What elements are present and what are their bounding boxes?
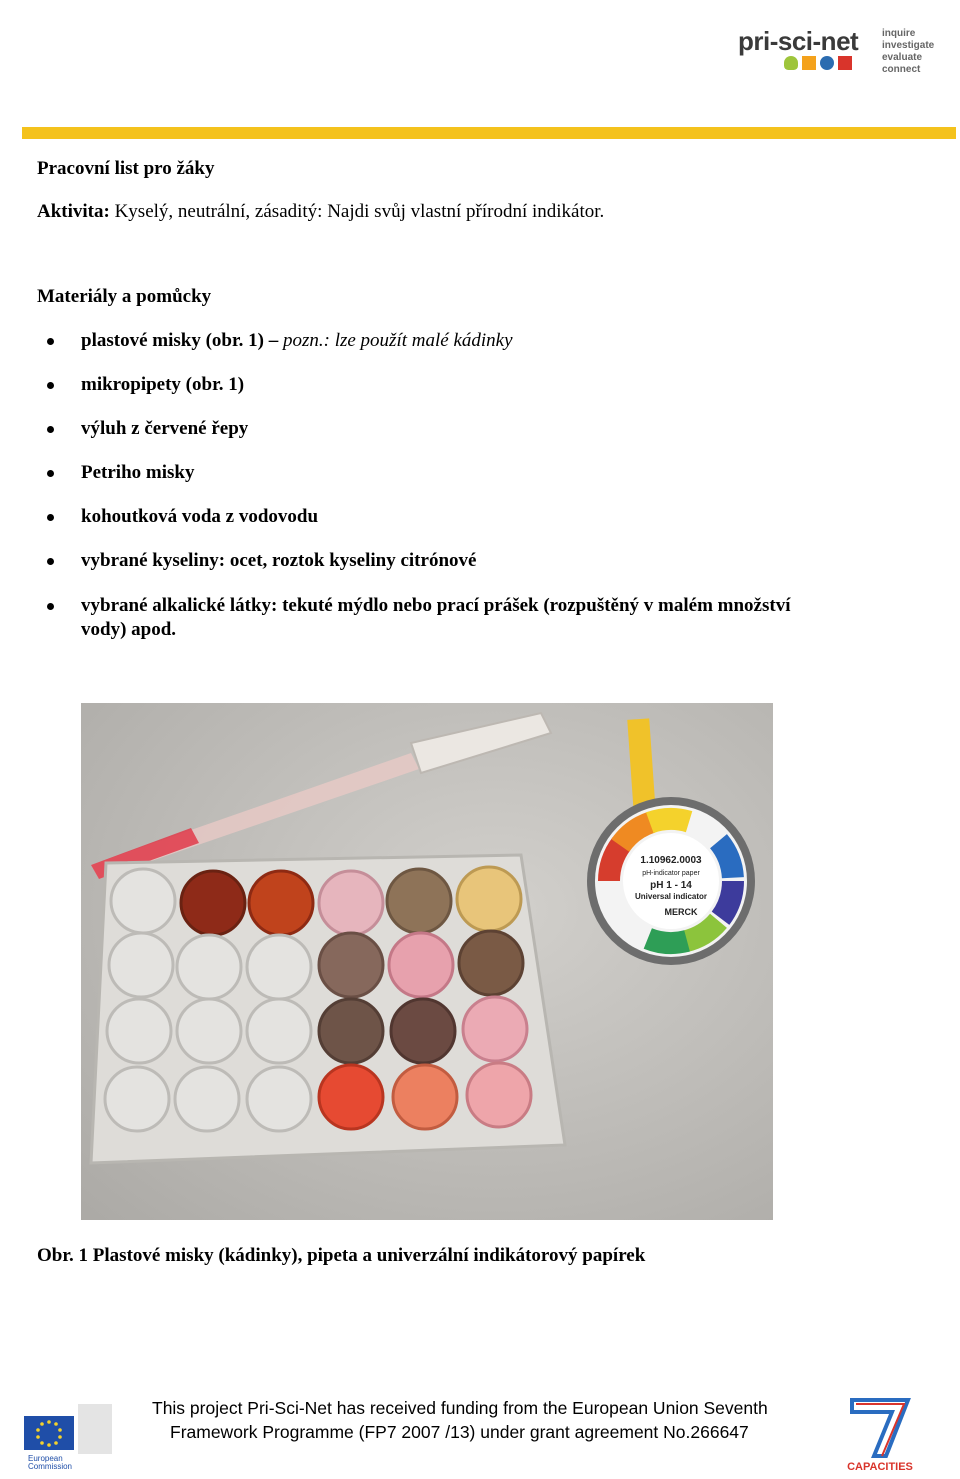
indicator-name: Universal indicator — [634, 892, 708, 901]
list-item: vybrané kyseliny: ocet, roztok kyseliny citrónové — [81, 550, 477, 571]
logo-taglines: inquire investigate evaluate connect — [882, 28, 935, 75]
lab-photo — [81, 703, 773, 1220]
list-item-continuation: vody) apod. — [81, 619, 177, 640]
fp7-icon — [834, 1394, 926, 1474]
lightbulb-icon — [784, 56, 798, 70]
indicator-range: pH 1 - 14 — [650, 880, 692, 891]
bullet-dot — [47, 603, 54, 610]
svg-text:European: European — [28, 1454, 63, 1463]
flask-icon — [820, 56, 834, 70]
indicator-code: 1.10962.0003 — [640, 855, 702, 866]
page-title: Pracovní list pro žáky — [37, 158, 215, 179]
activity-label: Aktivita: — [37, 201, 110, 222]
bullet-dot — [47, 470, 54, 477]
puzzle-icon — [838, 56, 852, 70]
logo-wordmark: pri-sci-net — [738, 26, 859, 56]
bullet-dot — [47, 514, 54, 521]
indicator-brand: MERCK — [664, 907, 698, 917]
list-item: mikropipety (obr. 1) — [81, 374, 245, 395]
eu-flag-icon — [2, 1398, 114, 1472]
svg-text:CAPACITIES: CAPACITIES — [847, 1461, 913, 1473]
svg-text:Commission: Commission — [28, 1462, 73, 1471]
list-item: kohoutková voda z vodovodu — [81, 506, 319, 527]
eu-commission-logo — [2, 1398, 114, 1472]
bullet-dot — [47, 426, 54, 433]
figure-caption: Obr. 1 Plastové misky (kádinky), pipeta a univerzální indikátorový papírek — [37, 1245, 646, 1266]
activity-line — [37, 201, 604, 223]
bullet-dot — [47, 382, 54, 389]
book-icon — [802, 56, 816, 70]
list-item-note: pozn.: lze použít malé kádinky — [282, 330, 513, 351]
list-item: plastové misky (obr. 1) – pozn.: lze použít malé kádinky — [81, 330, 513, 351]
header-divider — [22, 127, 956, 139]
list-item: vybrané alkalické látky: tekuté mýdlo nebo prací prášek (rozpuštěný v malém množství — [81, 595, 791, 616]
pri-sci-net-logo — [738, 22, 948, 82]
indicator-type: pH-indicator paper — [642, 870, 700, 877]
lab-photo-illustration — [81, 703, 773, 1220]
bullet-dot — [47, 558, 54, 565]
list-item: výluh z červené řepy — [81, 418, 249, 439]
fp7-capacities-logo — [834, 1394, 926, 1474]
funding-notice-line-1: This project Pri-Sci-Net has received funding from the European Union Seventh — [152, 1398, 768, 1418]
funding-notice-line-2: Framework Programme (FP7 2007 /13) under grant agreement No.266647 — [170, 1422, 749, 1442]
list-item: Petriho misky — [81, 462, 195, 483]
materials-heading: Materiály a pomůcky — [37, 286, 212, 307]
logo-icons — [784, 56, 852, 70]
activity-text: Kyselý, neutrální, zásaditý: Najdi svůj vlastní přírodní indikátor. — [109, 201, 605, 222]
bullet-dot — [47, 338, 54, 345]
